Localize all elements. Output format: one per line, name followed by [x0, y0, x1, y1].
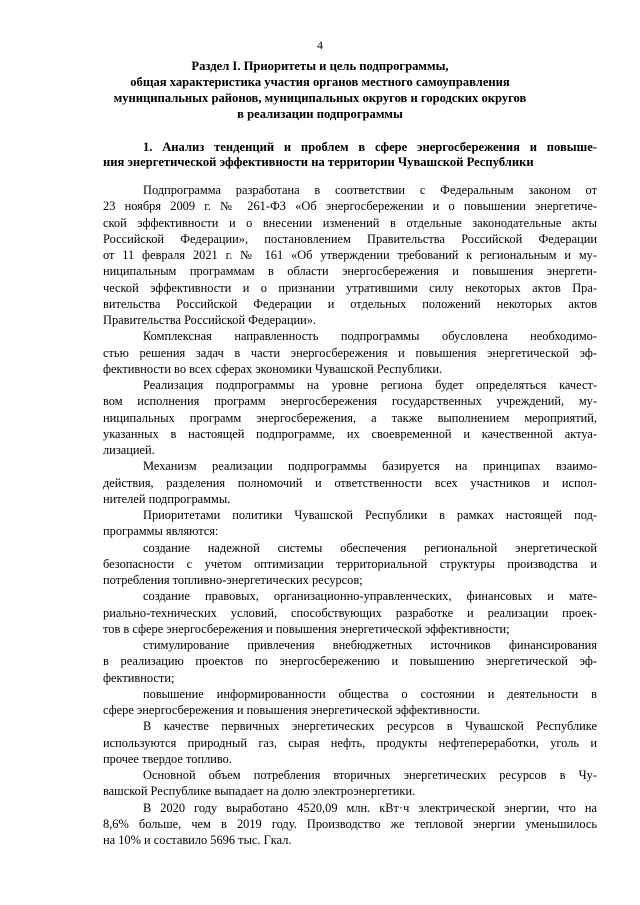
text-line: ниципальным программам в области энергосбережения и повышения энергети- — [103, 264, 597, 279]
document-body — [103, 182, 597, 848]
text-line: 23 ноября 2009 г. № 261-ФЗ «Об энергосбережении и о повышении энергетиче- — [103, 199, 597, 214]
text-line: действия, разделения полномочий и ответственности всех участников и испол- — [103, 475, 597, 490]
paragraph — [103, 377, 597, 458]
text-line: потребления топливно-энергетических ресурсов; — [103, 573, 363, 587]
text-line: безопасности с учетом оптимизации территориальной структуры производства и — [103, 556, 597, 571]
text-line: Российской Федерации», постановлением Правительства Российской Федерации — [103, 231, 597, 246]
subsection-heading-line: 1. Анализ тенденций и проблем в сфере энергосбережения и повыше- — [143, 140, 597, 154]
text-line: от 11 февраля 2021 г. № 161 «Об утверждении требований к региональным и му- — [103, 248, 597, 262]
text-line: фективности во всех сферах экономики Чувашской Республики. — [103, 361, 443, 376]
paragraph — [103, 328, 597, 377]
text-line: указанных в настоящей подпрограмме, их своевременной и качественной актуа- — [103, 426, 597, 441]
text-line: Правительства Российской Федерации». — [103, 313, 317, 327]
text-line: сфере энергосбережения и повышения энергетической эффективности. — [103, 703, 480, 717]
text-line: фективности; — [103, 670, 175, 685]
paragraph — [103, 507, 597, 540]
text-line: Основной объем потребления вторичных энергетических ресурсов в Чу- — [143, 768, 597, 782]
text-line: прочее твердое топливо. — [103, 751, 232, 766]
text-line: вашской Республике выпадает на долю электроэнергетики. — [103, 784, 416, 799]
list-item — [103, 637, 597, 686]
text-line: Комплексная направленность подпрограммы обусловлена необходимо- — [143, 329, 597, 344]
text-line: создание надежной системы обеспечения региональной энергетической — [143, 540, 597, 555]
text-line: программы являются: — [103, 524, 219, 539]
text-line: 8,6% больше, чем в 2019 году. Производство же тепловой энергии уменьшилось — [103, 816, 597, 831]
text-line: нителей подпрограммы. — [103, 491, 231, 506]
text-line: создание правовых, организационно-управленческих, финансовых и мате- — [143, 589, 597, 604]
text-line: повышение информированности общества о состоянии и деятельности в — [143, 686, 597, 701]
text-line: Подпрограмма разработана в соответствии с Федеральным законом от — [143, 183, 597, 197]
text-line: вом исполнения программ энергосбережения государственных учреждений, му- — [103, 394, 597, 409]
section-heading — [95, 58, 545, 122]
text-line: Механизм реализации подпрограммы базируется на принципах взаимо- — [143, 459, 597, 474]
page-number: 4 — [317, 38, 323, 52]
text-line: стимулирование привлечения внебюджетных источников финансирования — [143, 638, 597, 652]
text-line: используются природный газ, сырая нефть, продукты нефтепереработки, уголь и — [103, 735, 597, 750]
text-line: В качестве первичных энергетических ресурсов в Чувашской Республике — [143, 719, 597, 734]
text-line: В 2020 году выработано 4520,09 млн. кВт·ч электрической энергии, что на — [143, 800, 597, 815]
list-item — [103, 540, 597, 589]
subsection-heading-line: ния энергетической эффективности на территории Чувашской Республики — [103, 155, 534, 169]
section-heading-line: общая характеристика участия органов местного самоуправления — [130, 75, 510, 89]
text-line: вительства Российской Федерации и отдельных положений некоторых актов — [103, 296, 597, 311]
text-line: Приоритетами политики Чувашской Республики в рамках настоящей под- — [143, 508, 597, 522]
paragraph — [103, 458, 597, 507]
text-line: риально-технических условий, способствующих разработке и реализации проек- — [103, 605, 597, 620]
subsection-heading — [103, 140, 597, 170]
text-line: ческой эффективности и о признании утратившими силу некоторых актов Пра- — [103, 280, 597, 295]
text-line: на 10% и составило 5696 тыс. Гкал. — [103, 833, 292, 847]
section-heading-line: Раздел I. Приоритеты и цель подпрограммы, — [191, 59, 449, 73]
text-line: в реализацию проектов по энергосбережению и повышению энергетической эф- — [103, 654, 597, 669]
text-line: ской эффективности и о внесении изменений в отдельные законодательные акты — [103, 215, 597, 230]
list-item — [103, 686, 597, 719]
paragraph — [103, 800, 597, 849]
text-line: лизацией. — [103, 443, 155, 457]
paragraph — [103, 718, 597, 767]
section-heading-line: в реализации подпрограммы — [237, 107, 403, 121]
section-heading-line: муниципальных районов, муниципальных округов и городских округов — [113, 91, 527, 105]
text-line: тов в сфере энергосбережения и повышения энергетической эффективности; — [103, 621, 510, 636]
text-line: Реализация подпрограммы на уровне региона будет определяться качест- — [143, 378, 597, 392]
list-item — [103, 588, 597, 637]
text-line: стью решения задач в части энергосбережения и повышения энергетической эф- — [103, 345, 597, 360]
paragraph — [103, 767, 597, 800]
paragraph — [103, 182, 597, 328]
text-line: ниципальных программ энергосбережения, а также выполнением мероприятий, — [103, 410, 597, 425]
